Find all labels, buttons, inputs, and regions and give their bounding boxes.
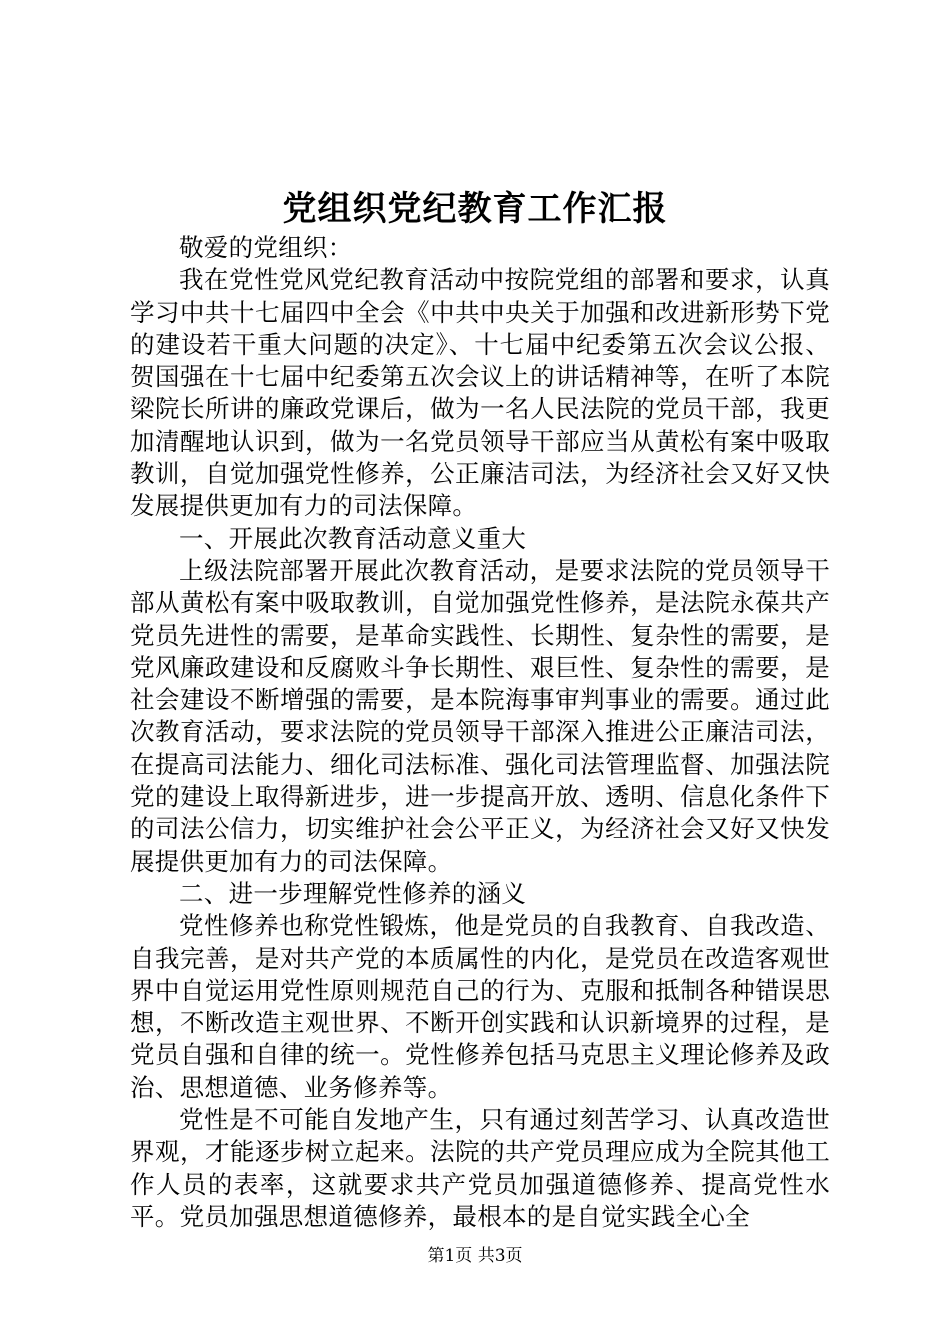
document-title: 党组织党纪教育工作汇报	[282, 189, 668, 229]
body-paragraph: 我在党性党风党纪教育活动中按院党组的部署和要求，认真学习中共十七届四中全会《中共中央关于加强和改进新形势下党的建设若干重大问题的决定》、十七届中纪委第五次会议公报、贺国强在十七届中纪委第五次会议上的讲话精神等，在听了本院梁院长所讲的廉政党课后，做为一名人民法院的党员干部，我更加清醒地认识到，做为一名党员领导干部应当从黄松有案中吸取教训，自觉加强党性修养，公正廉洁司法，为经济社会又好又快发展提供更加有力的司法保障。	[130, 265, 830, 521]
section-heading: 二、进一步理解党性修养的涵义	[179, 878, 527, 908]
body-paragraph: 党性是不可能自发地产生，只有通过刻苦学习、认真改造世界观，才能逐步树立起来。法院的共产党员理应成为全院其他工作人员的表率，这就要求共产党员加强道德修养、提高党性水平。党员加强思想道德修养，最根本的是自觉实践全心全	[130, 1105, 830, 1231]
document-body	[130, 232, 830, 1233]
salutation: 敬爱的党组织：	[179, 233, 353, 262]
body-paragraph: 上级法院部署开展此次教育活动，是要求法院的党员领导干部从黄松有案中吸取教训，自觉加强党性修养，是法院永葆共产党员先进性的需要，是革命实践性、长期性、复杂性的需要，是党风廉政建设和反腐败斗争长期性、艰巨性、复杂性的需要，是社会建设不断增强的需要，是本院海事审判事业的需要。通过此次教育活动，要求法院的党员领导干部深入推进公正廉洁司法，在提高司法能力、细化司法标准、强化司法管理监督、加强法院党的建设上取得新进步，进一步提高开放、透明、信息化条件下的司法公信力，切实维护社会公平正义，为经济社会又好又快发展提供更加有力的司法保障。	[130, 555, 830, 876]
page-footer: 第1页 共3页	[427, 1246, 523, 1266]
section-heading: 一、开展此次教育活动意义重大	[179, 523, 527, 553]
body-paragraph: 党性修养也称党性锻炼，他是党员的自我教育、自我改造、自我完善，是对共产党的本质属性的内化，是党员在改造客观世界中自觉运用党性原则规范自己的行为、克服和抵制各种错误思想，不断改造主观世界、不断开创实践和认识新境界的过程，是党员自强和自律的统一。党性修养包括马克思主义理论修养及政治、思想道德、业务修养等。	[130, 911, 830, 1102]
